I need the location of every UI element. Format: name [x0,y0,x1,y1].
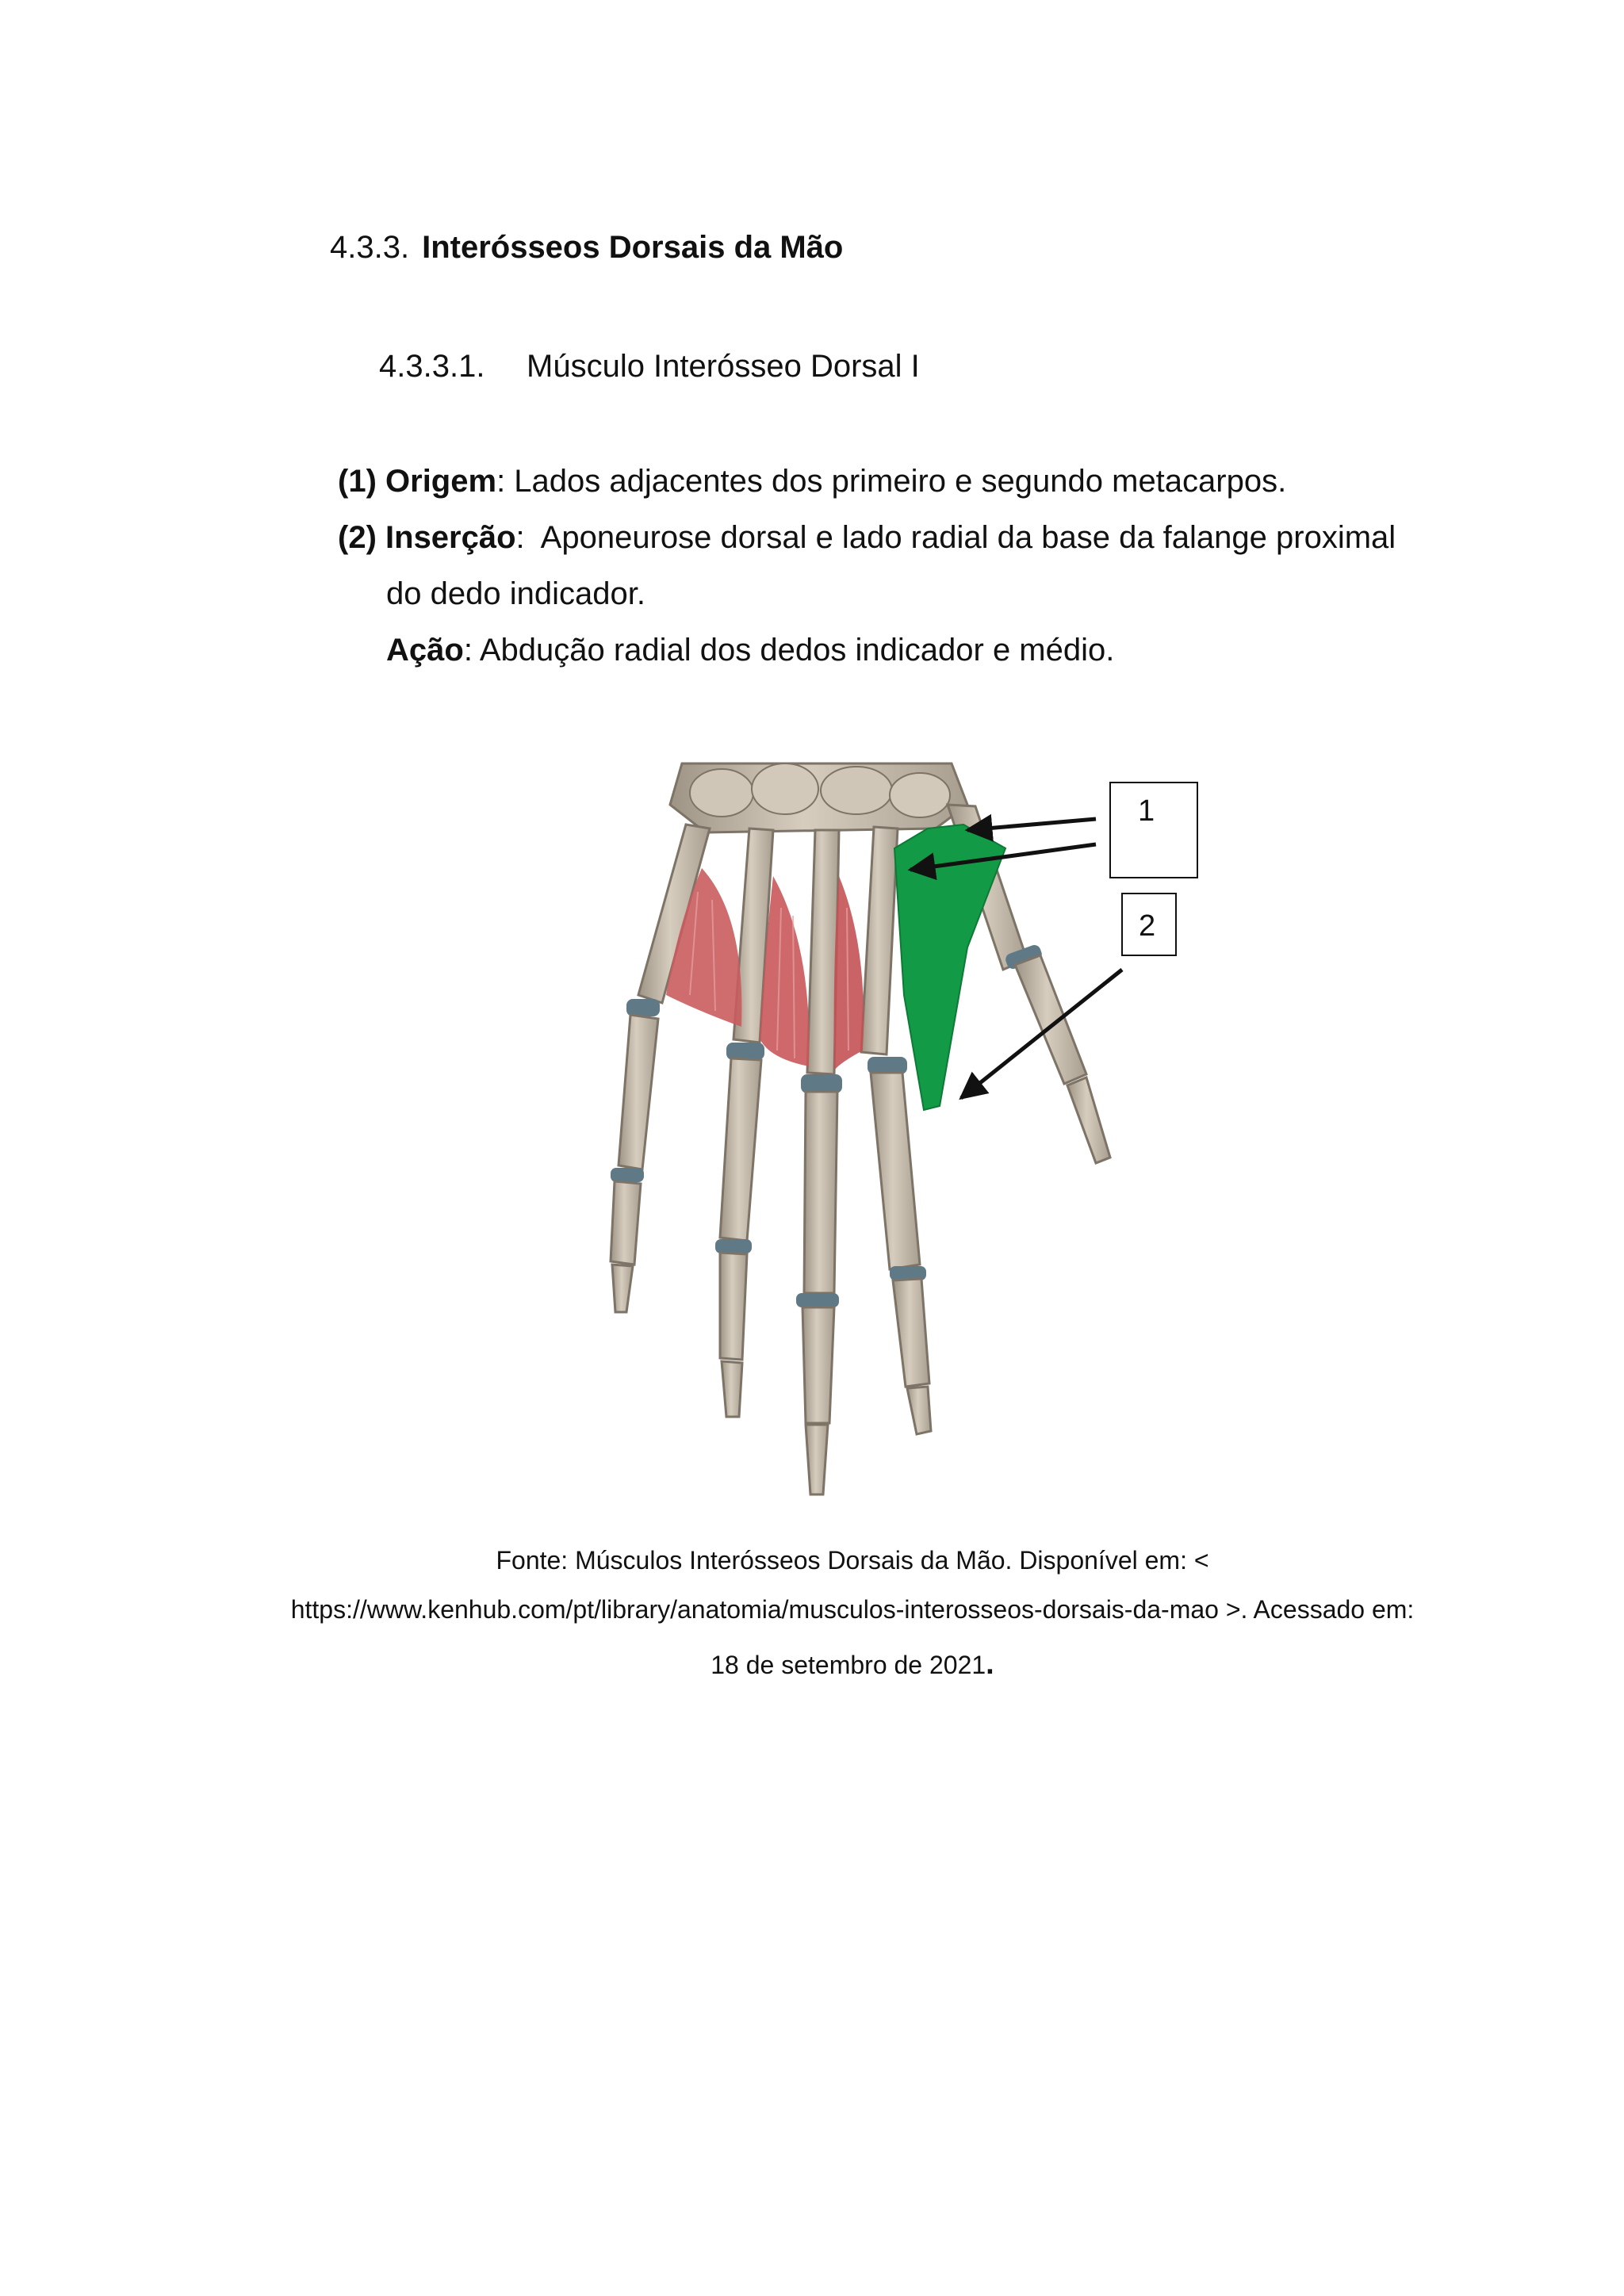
subsection-title: Músculo Interósseo Dorsal I [527,349,920,384]
index-finger-bones [868,1057,931,1434]
first-dorsal-interosseous-green [894,825,1005,1110]
insertion-continuation: do dedo indicador. [386,576,645,611]
hand-anatomy-figure [508,757,1221,1510]
caption-line-2: https://www.kenhub.com/pt/library/anatomia/musculos-interosseos-dorsais-da-mao >. Acessado em: [290,1595,1415,1624]
section-number: 4.3.3. [330,230,410,265]
callout-1-label: 1 [1138,794,1155,828]
action-text: : Abdução radial dos dedos indicador e médio. [463,633,1115,668]
insertion-text: : Aponeurose dorsal e lado radial da base da falange proximal [515,520,1396,555]
section-heading [330,230,843,266]
callout-1 [1110,783,1197,878]
callout-2 [1122,894,1176,955]
action-item [386,633,1114,668]
caption-line-1: Fonte: Músculos Interósseos Dorsais da Mão. Disponível em: < [496,1546,1209,1575]
ring-finger-bones [715,1043,764,1417]
subsection-heading [379,349,920,385]
caption-line-3 [198,1647,1507,1682]
origin-text: : Lados adjacentes dos primeiro e segundo metacarpos. [496,464,1287,499]
middle-finger-bones [796,1074,842,1494]
subsection-number: 4.3.3.1. [379,349,485,384]
callout-2-label: 2 [1139,909,1156,943]
carpal-bones [670,763,967,832]
origin-label: Origem [385,464,497,499]
origin-marker: (1) [338,464,377,499]
arrow-1a [967,819,1096,830]
insertion-item [338,520,1396,556]
caption-date: 18 de setembro de 2021 [710,1651,986,1679]
insertion-label: Inserção [385,520,516,555]
insertion-marker: (2) [338,520,377,555]
section-title: Interósseos Dorsais da Mão [422,230,844,265]
little-finger-bones [611,999,660,1312]
caption-period: . [986,1647,994,1681]
origin-item [338,464,1286,499]
action-label: Ação [386,633,464,668]
